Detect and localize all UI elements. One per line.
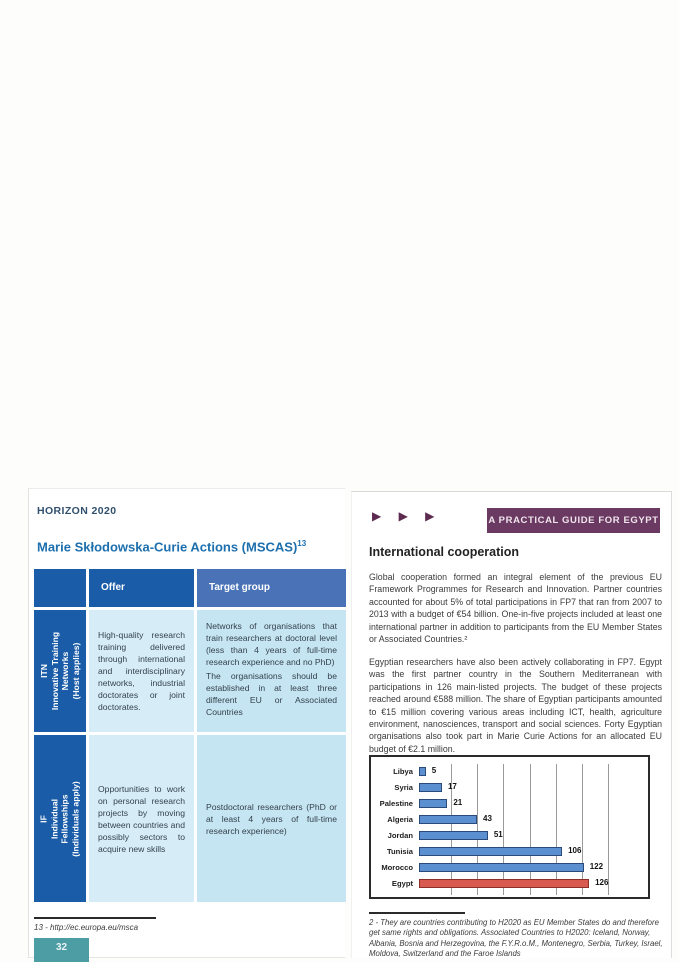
bar-category-label: Libya [393, 766, 413, 776]
bar-value-label: 43 [483, 813, 492, 823]
row-label-line: Innovative Training [49, 631, 60, 711]
bar-libya [419, 767, 426, 776]
bar-track [419, 863, 608, 872]
bar-syria [419, 783, 442, 792]
table-corner-cell [34, 569, 86, 607]
bar-value-label: 17 [447, 781, 457, 791]
mscas-title-footnote-marker: 13 [297, 539, 307, 548]
section-heading: International cooperation [369, 545, 520, 559]
bar-track [419, 783, 608, 792]
left-page [28, 488, 345, 958]
mscas-table [34, 569, 346, 902]
target-group-paragraph: The organisations should be established in at least three different EU or Associated Countries [206, 671, 337, 717]
footnote-rule [34, 917, 156, 919]
bar-category-label: Syria [394, 782, 413, 792]
bar-value-label: 51 [493, 830, 503, 840]
row-label-line: IF [39, 814, 50, 823]
bar-jordan [419, 831, 488, 840]
bar-track [419, 879, 608, 888]
bar-track [419, 847, 608, 856]
target-group-paragraph: Postdoctoral researchers (PhD or at least 4 years of full-time research experience) [206, 801, 337, 836]
triple-arrow-icon: ▶ ▶ ▶ [372, 509, 442, 523]
chart-bar-row [375, 812, 642, 826]
chart-bar-row [375, 845, 642, 859]
row-label-line: Networks [60, 651, 71, 691]
chart-bar-row [375, 861, 642, 875]
horizon-2020-header: HORIZON 2020 [37, 505, 117, 517]
row-label-line: Fellowships [60, 793, 71, 844]
table-row-label-if [34, 735, 86, 902]
bar-track [419, 799, 608, 808]
bar-category-label: Jordan [387, 831, 413, 841]
table-cell-itn-target-group [197, 610, 346, 732]
chart-bar-row [375, 764, 642, 778]
paragraph-global-cooperation: Global cooperation formed an integral element of the previous EU Framework Programmes for Research and Innovation. Partner countries accounted for about 5% of total participations in FP7 that ran from 2007 to 2013 with a budget of €54 billion. One-in-five projects included at least one international partner in addition to participants from the EU Member States or Associated Countries.² [369, 572, 662, 645]
bar-value-label: 21 [453, 797, 463, 807]
mscas-title [37, 539, 306, 554]
row-label-line: (Individuals apply) [70, 780, 81, 857]
table-header-offer: Offer [89, 569, 194, 607]
bar-track [419, 831, 608, 840]
row-label-line: Individual [49, 798, 60, 839]
bar-palestine [419, 799, 447, 808]
bar-egypt [419, 879, 589, 888]
mscas-title-text: Marie Skłodowska-Curie Actions (MSCAS) [37, 539, 298, 555]
bar-category-label: Palestine [379, 798, 413, 808]
row-label-line: ITN [39, 664, 50, 678]
chart-bar-row [375, 780, 642, 794]
chart-rows [375, 764, 642, 891]
row-label-line: (Host applies) [70, 642, 81, 700]
target-group-paragraph: Networks of organisations that train researchers at doctoral level (less than 4 years of full-time research experience and no PhD) [206, 621, 337, 667]
bar-value-label: 126 [595, 878, 609, 888]
bar-morocco [419, 863, 584, 872]
chart-bar-row [375, 796, 642, 810]
bar-track [419, 767, 608, 776]
bar-track [419, 815, 608, 824]
participation-bar-chart [369, 755, 650, 899]
bar-tunisia [419, 847, 562, 856]
bar-value-label: 106 [568, 846, 582, 856]
table-cell-if-offer: Opportunities to work on personal research projects by moving between countries and possibly sectors to acquire new skills [89, 735, 194, 902]
footnote-rule [369, 912, 465, 914]
table-header-target-group: Target group [197, 569, 346, 607]
bar-category-label: Egypt [391, 879, 413, 889]
footnote-2: 2 - They are countries contributing to H2020 as EU Member States do and therefore get same rights and obligations. Associated Countries to H2020: Iceland, Norway, Albania, Bosnia and Herzegovina, the F.Y.R.o.M., Montenegro, Serbia, Turkey, Israel, Moldova, Switzerland and the Faroe Islands [369, 918, 663, 959]
bar-category-label: Morocco [381, 863, 413, 873]
right-page [351, 491, 672, 958]
footnote-13: 13 - http://ec.europa.eu/msca [34, 923, 139, 932]
bar-category-label: Algeria [387, 814, 413, 824]
practical-guide-badge: A PRACTICAL GUIDE FOR EGYPT [487, 508, 660, 533]
table-cell-if-target-group [197, 735, 346, 902]
page-number-badge: 32 [34, 938, 89, 962]
bar-value-label: 5 [431, 765, 437, 775]
table-cell-itn-offer: High-quality research training delivered through international and interdisciplinary networks, industrial doctorates or joint doctorates. [89, 610, 194, 732]
bar-category-label: Tunisia [386, 847, 413, 857]
bar-algeria [419, 815, 477, 824]
paragraph-egyptian-researchers: Egyptian researchers have also been actively collaborating in FP7. Egypt was the first partner country in the Southern Mediterranean with participations in 126 main-listed projects. The budget of these projects reached around €588 million. The share of Egyptian participants amounted to €15 million covering various areas including ICT, health, agriculture environment, nanosciences, transport and social sciences. Forty Egyptian organisations also took part in Marie Curie Actions for an allocated EU budget of €2.1 million. [369, 657, 662, 754]
table-row-label-itn [34, 610, 86, 732]
bar-value-label: 122 [589, 862, 604, 872]
chart-bar-row [375, 829, 642, 843]
chart-bar-row [375, 877, 642, 891]
